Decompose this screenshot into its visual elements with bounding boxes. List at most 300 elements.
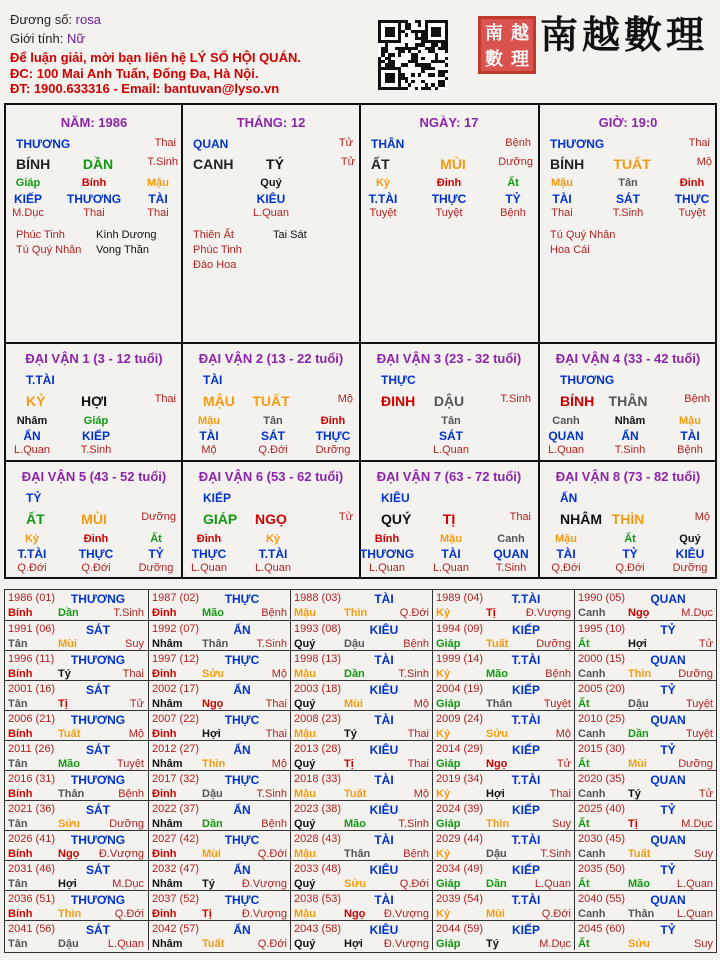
year-phase: Tử bbox=[556, 758, 571, 770]
luck-stem-god: KIÊU bbox=[381, 491, 410, 505]
year-phase: Tuyệt bbox=[685, 698, 713, 710]
luck-branch: THÂN bbox=[608, 393, 648, 409]
year-god: TÀI bbox=[374, 713, 394, 727]
year-stem: Ất bbox=[578, 698, 590, 710]
luck-branch-phase: Thai bbox=[154, 393, 176, 405]
year-branch: Tị bbox=[486, 607, 496, 619]
year-label: 2024 (39) bbox=[436, 803, 484, 815]
year-branch: Ngọ bbox=[486, 758, 508, 770]
year-phase: Thai bbox=[265, 728, 287, 740]
year-god: TỶ bbox=[660, 803, 676, 817]
year-stem: Giáp bbox=[436, 638, 461, 650]
year-phase: Q.Đới bbox=[399, 607, 429, 619]
year-cell bbox=[432, 740, 575, 770]
year-stem: Tân bbox=[8, 938, 28, 950]
year-god: KIÊU bbox=[369, 623, 399, 637]
year-cell bbox=[148, 830, 291, 860]
luck-hidden-god: TỶ bbox=[622, 547, 638, 561]
year-god: T.TÀI bbox=[511, 653, 541, 667]
year-god: TỶ bbox=[660, 683, 676, 697]
year-label: 2037 (52) bbox=[152, 893, 200, 905]
year-cell bbox=[574, 680, 717, 710]
hidden-stem-phase: Thai bbox=[551, 207, 573, 219]
year-cell bbox=[148, 800, 291, 830]
pillar-branch: TUẤT bbox=[613, 156, 651, 172]
year-phase: Mộ bbox=[271, 668, 287, 680]
year-stem: Canh bbox=[578, 607, 606, 619]
year-branch: Mão bbox=[486, 668, 508, 680]
year-label: 2005 (20) bbox=[578, 683, 626, 695]
year-label: 2007 (22) bbox=[152, 713, 200, 725]
pillar-branch-phase: Tử bbox=[340, 156, 355, 168]
luck-hidden-phase: L.Quan bbox=[254, 562, 292, 574]
year-branch: Dậu bbox=[202, 788, 223, 800]
year-stem: Tân bbox=[8, 638, 28, 650]
year-cell bbox=[148, 770, 291, 800]
year-branch: Hợi bbox=[202, 728, 221, 740]
year-god: TÀI bbox=[374, 592, 394, 606]
hidden-stem-phase: Bệnh bbox=[500, 207, 526, 219]
year-branch: Sửu bbox=[628, 938, 651, 950]
year-phase: M.Dục bbox=[112, 878, 144, 890]
year-branch: Mùi bbox=[344, 698, 363, 710]
year-branch: Mão bbox=[628, 878, 650, 890]
year-label: 2003 (18) bbox=[294, 683, 342, 695]
star-name: Thiên Ất bbox=[193, 229, 234, 241]
luck-hidden-phase: T.Sinh bbox=[495, 562, 527, 574]
luck-hidden-god: KIÊU bbox=[675, 547, 705, 561]
luck-hidden-stem: Ất bbox=[624, 533, 636, 545]
year-branch: Tị bbox=[202, 908, 212, 920]
year-phase: Tuyệt bbox=[543, 698, 571, 710]
year-branch: Thìn bbox=[486, 818, 510, 830]
year-branch: Dần bbox=[486, 878, 507, 890]
year-stem: Canh bbox=[578, 908, 606, 920]
year-branch: Dậu bbox=[486, 848, 507, 860]
luck-stem-god: TỶ bbox=[26, 491, 42, 505]
year-phase: Suy bbox=[552, 818, 571, 830]
luck-hidden-stem: Đinh bbox=[196, 533, 222, 545]
name-value: rosa bbox=[75, 12, 101, 27]
pillar-stem-phase: Thai bbox=[154, 137, 176, 149]
year-stem: Canh bbox=[578, 668, 606, 680]
hidden-stem-god: TỶ bbox=[505, 192, 521, 206]
year-god: KIẾP bbox=[511, 863, 540, 877]
year-god: THƯƠNG bbox=[70, 653, 126, 667]
year-phase: Mộ bbox=[413, 698, 429, 710]
luck-hidden-phase: Mộ bbox=[201, 444, 217, 456]
year-stem: Ất bbox=[578, 878, 590, 890]
pillar-title: GIỜ: 19:0 bbox=[598, 115, 658, 130]
year-cell bbox=[5, 770, 148, 800]
year-phase: T.Sinh bbox=[540, 848, 571, 860]
luck-hidden-phase: Q.Đới bbox=[258, 444, 288, 456]
year-branch: Tuất bbox=[344, 788, 367, 800]
year-god: KIÊU bbox=[369, 863, 399, 877]
year-phase: T.Sinh bbox=[398, 668, 429, 680]
year-cell bbox=[432, 830, 575, 860]
year-label: 2023 (38) bbox=[294, 803, 342, 815]
year-stem: Kỷ bbox=[436, 788, 451, 800]
year-stem: Giáp bbox=[436, 698, 461, 710]
year-label: 2013 (28) bbox=[294, 743, 342, 755]
year-cell bbox=[148, 710, 291, 740]
luck-hidden-phase: L.Quan bbox=[432, 444, 470, 456]
year-branch: Thân bbox=[486, 698, 513, 710]
luck-hidden-god: KIẾP bbox=[81, 429, 110, 443]
luck-stem-god: T.TÀI bbox=[26, 373, 55, 387]
year-branch: Thân bbox=[202, 638, 229, 650]
year-cell bbox=[148, 590, 291, 620]
year-label: 2017 (32) bbox=[152, 773, 200, 785]
year-branch: Tý bbox=[202, 878, 215, 890]
year-stem: Đinh bbox=[152, 607, 177, 619]
year-phase: Đ.Vượng bbox=[525, 607, 571, 619]
year-god: THƯƠNG bbox=[70, 893, 126, 907]
year-branch: Thân bbox=[58, 788, 85, 800]
hidden-stem-phase: Thai bbox=[83, 207, 105, 219]
year-branch: Tuất bbox=[202, 938, 225, 950]
luck-hidden-phase: Dưỡng bbox=[138, 562, 174, 574]
year-stem: Đinh bbox=[152, 848, 177, 860]
year-phase: Bệnh bbox=[118, 788, 144, 800]
year-label: 1998 (13) bbox=[294, 653, 342, 665]
luck-hidden-phase: Dưỡng bbox=[672, 562, 708, 574]
year-god: KIẾP bbox=[511, 923, 540, 937]
year-cell bbox=[290, 770, 433, 800]
luck-hidden-god: THƯƠNG bbox=[359, 547, 415, 561]
hidden-stem-god: TÀI bbox=[148, 192, 168, 206]
luck-hidden-god: SÁT bbox=[439, 429, 463, 443]
year-god: KIẾP bbox=[511, 743, 540, 757]
year-branch: Sửu bbox=[58, 818, 81, 830]
luck-stem-god: KIẾP bbox=[203, 491, 232, 505]
hidden-stem-god: SÁT bbox=[616, 192, 640, 206]
year-phase: Tuyệt bbox=[685, 728, 713, 740]
year-phase: L.Quan bbox=[676, 878, 713, 890]
year-phase: Dưỡng bbox=[109, 818, 144, 830]
year-god: KIẾP bbox=[511, 683, 540, 697]
year-cell bbox=[574, 710, 717, 740]
year-stem: Tân bbox=[8, 878, 28, 890]
year-phase: Tuyệt bbox=[116, 758, 144, 770]
luck-title: ĐẠI VẬN 8 (73 - 82 tuổi) bbox=[555, 469, 701, 484]
year-branch: Sửu bbox=[344, 878, 367, 890]
year-stem: Canh bbox=[578, 728, 606, 740]
year-label: 2027 (42) bbox=[152, 833, 200, 845]
year-label: 1993 (08) bbox=[294, 623, 342, 635]
year-cell bbox=[148, 680, 291, 710]
luck-hidden-phase: L.Quan bbox=[368, 562, 406, 574]
year-branch: Ngọ bbox=[628, 607, 650, 619]
pillar-title: NĂM: 1986 bbox=[60, 115, 128, 130]
hidden-stem: Bính bbox=[81, 177, 107, 189]
year-phase: Thai bbox=[407, 728, 429, 740]
year-label: 2025 (40) bbox=[578, 803, 626, 815]
hidden-stem: Mậu bbox=[147, 177, 169, 189]
year-cell bbox=[290, 740, 433, 770]
year-label: 1992 (07) bbox=[152, 623, 200, 635]
year-branch: Thân bbox=[344, 848, 371, 860]
hidden-stem-god: KIÊU bbox=[256, 192, 286, 206]
year-cell bbox=[5, 620, 148, 650]
luck-hidden-phase: L.Quan bbox=[13, 444, 51, 456]
luck-title: ĐẠI VẬN 2 (13 - 22 tuổi) bbox=[198, 351, 344, 366]
year-stem: Ất bbox=[578, 758, 590, 770]
hidden-stem-phase: Tuyệt bbox=[369, 207, 397, 219]
luck-hidden-god: TÀI bbox=[199, 429, 219, 443]
year-label: 2031 (46) bbox=[8, 863, 56, 875]
year-label: 2010 (25) bbox=[578, 713, 626, 725]
hidden-stem-phase: Thai bbox=[147, 207, 169, 219]
luck-title: ĐẠI VẬN 6 (53 - 62 tuổi) bbox=[198, 469, 344, 484]
year-branch: Hợi bbox=[344, 938, 363, 950]
year-label: 2035 (50) bbox=[578, 863, 626, 875]
year-phase: L.Quan bbox=[676, 908, 713, 920]
luck-hidden-phase: Q.Đới bbox=[81, 562, 111, 574]
year-phase: M.Dục bbox=[539, 938, 571, 950]
star-name: Phúc Tinh bbox=[193, 244, 242, 256]
year-cell bbox=[5, 890, 148, 920]
brand-logo-text: 南越數理 bbox=[540, 12, 709, 57]
luck-hidden-stem: Quý bbox=[679, 533, 701, 545]
year-label: 2033 (48) bbox=[294, 863, 342, 875]
year-label: 2036 (51) bbox=[8, 893, 56, 905]
year-branch: Tý bbox=[486, 938, 499, 950]
year-god: KIẾP bbox=[511, 623, 540, 637]
year-label: 2021 (36) bbox=[8, 803, 56, 815]
year-cell bbox=[5, 920, 148, 950]
pillar-stem: CANH bbox=[193, 156, 234, 172]
hidden-stem-phase: Tuyệt bbox=[435, 207, 463, 219]
hidden-stem: Tân bbox=[618, 177, 638, 189]
star-name: Đào Hoa bbox=[193, 259, 237, 271]
year-stem: Quý bbox=[294, 878, 316, 890]
star-name: Hoa Cái bbox=[550, 244, 590, 256]
year-god: SÁT bbox=[86, 623, 110, 637]
year-cell bbox=[290, 710, 433, 740]
luck-hidden-stem: Nhâm bbox=[16, 415, 48, 427]
year-label: 2020 (35) bbox=[578, 773, 626, 785]
year-god: THỰC bbox=[224, 893, 260, 907]
luck-hidden-god: THỰC bbox=[315, 429, 351, 443]
year-cell bbox=[432, 620, 575, 650]
luck-hidden-god: QUAN bbox=[548, 429, 584, 443]
luck-hidden-god: QUAN bbox=[493, 547, 529, 561]
year-phase: Bệnh bbox=[403, 638, 429, 650]
owner-name-row bbox=[10, 13, 101, 26]
year-phase: Mộ bbox=[413, 788, 429, 800]
year-cell bbox=[5, 860, 148, 890]
year-cell bbox=[432, 650, 575, 680]
luck-title: ĐẠI VẬN 3 (23 - 32 tuổi) bbox=[376, 351, 522, 366]
year-label: 2011 (26) bbox=[8, 743, 55, 755]
year-stem: Ất bbox=[578, 938, 590, 950]
year-label: 2009 (24) bbox=[436, 713, 484, 725]
year-label: 2002 (17) bbox=[152, 683, 200, 695]
year-phase: Tử bbox=[698, 788, 713, 800]
luck-branch-phase: Dưỡng bbox=[141, 511, 176, 523]
year-god: TÀI bbox=[374, 653, 394, 667]
year-stem: Nhâm bbox=[152, 758, 183, 770]
year-phase: Bệnh bbox=[261, 818, 287, 830]
year-cell bbox=[574, 620, 717, 650]
year-label: 2022 (37) bbox=[152, 803, 200, 815]
year-phase: Dưỡng bbox=[678, 668, 713, 680]
luck-stem: NHÂM bbox=[560, 511, 602, 527]
year-phase: Mộ bbox=[555, 728, 571, 740]
luck-hidden-phase: L.Quan bbox=[547, 444, 585, 456]
year-branch: Thìn bbox=[344, 607, 368, 619]
year-stem: Kỷ bbox=[436, 728, 451, 740]
luck-hidden-stem: Đinh bbox=[320, 415, 346, 427]
year-cell bbox=[432, 590, 575, 620]
name-label: Đương số: bbox=[10, 12, 73, 27]
year-cell bbox=[432, 890, 575, 920]
year-branch: Dậu bbox=[344, 638, 365, 650]
year-branch: Ngọ bbox=[344, 908, 366, 920]
year-stem: Bính bbox=[8, 908, 33, 920]
year-god: QUAN bbox=[650, 773, 686, 787]
luck-stem-god: THỰC bbox=[381, 373, 416, 387]
luck-hidden-god: TỶ bbox=[148, 547, 164, 561]
year-label: 2015 (30) bbox=[578, 743, 626, 755]
year-label: 2019 (34) bbox=[436, 773, 484, 785]
luck-hidden-god: T.TÀI bbox=[17, 547, 47, 561]
luck-hidden-god: TÀI bbox=[680, 429, 700, 443]
year-cell bbox=[148, 620, 291, 650]
year-cell bbox=[148, 920, 291, 950]
luck-hidden-stem: Canh bbox=[552, 415, 580, 427]
year-cell bbox=[290, 860, 433, 890]
luck-hidden-phase: Dưỡng bbox=[315, 444, 351, 456]
year-cell bbox=[290, 680, 433, 710]
year-stem: Mậu bbox=[294, 607, 316, 619]
hidden-stem: Kỷ bbox=[375, 177, 391, 189]
year-label: 2043 (58) bbox=[294, 923, 342, 935]
year-cell bbox=[574, 920, 717, 950]
year-branch: Dần bbox=[58, 607, 79, 619]
year-god: QUAN bbox=[650, 833, 686, 847]
luck-hidden-stem: Tân bbox=[441, 415, 461, 427]
year-stem: Mậu bbox=[294, 848, 316, 860]
year-cell bbox=[290, 620, 433, 650]
year-label: 2029 (44) bbox=[436, 833, 484, 845]
year-branch: Thìn bbox=[58, 908, 82, 920]
year-god: THƯƠNG bbox=[70, 773, 126, 787]
year-cell bbox=[432, 710, 575, 740]
year-god: THỰC bbox=[224, 773, 260, 787]
year-branch: Tý bbox=[58, 668, 71, 680]
year-branch: Hợi bbox=[58, 878, 77, 890]
hidden-stem: Ất bbox=[507, 177, 519, 189]
luck-stem: ẤT bbox=[26, 511, 45, 527]
luck-stem: BÍNH bbox=[560, 393, 595, 409]
year-god: SÁT bbox=[86, 743, 110, 757]
pillar-stem: BÍNH bbox=[550, 156, 585, 172]
year-stem: Mậu bbox=[294, 668, 316, 680]
year-label: 2044 (59) bbox=[436, 923, 484, 935]
pillar-branch-phase: Dưỡng bbox=[498, 156, 533, 168]
luck-stem-god: ẤN bbox=[560, 491, 578, 505]
contact-line-1: Để luận giải, mời bạn liên hệ LÝ SỐ HỘI QUÁN. bbox=[10, 50, 301, 65]
year-stem: Kỷ bbox=[436, 607, 451, 619]
year-stem: Quý bbox=[294, 938, 316, 950]
year-label: 2028 (43) bbox=[294, 833, 342, 845]
year-cell bbox=[432, 800, 575, 830]
year-stem: Tân bbox=[8, 818, 28, 830]
year-phase: T.Sinh bbox=[113, 607, 144, 619]
luck-hidden-stem: Mậu bbox=[679, 415, 701, 427]
year-cell bbox=[148, 650, 291, 680]
luck-hidden-god: ẤN bbox=[621, 429, 639, 443]
year-phase: T.Sinh bbox=[256, 638, 287, 650]
luck-hidden-stem: Kỷ bbox=[265, 533, 281, 545]
year-god: THỰC bbox=[224, 833, 260, 847]
gender-label: Giới tính: bbox=[10, 31, 64, 46]
year-label: 1987 (02) bbox=[152, 592, 200, 604]
year-branch: Mùi bbox=[628, 758, 647, 770]
pillar-stem-phase: Thai bbox=[688, 137, 710, 149]
luck-hidden-phase: T.Sinh bbox=[80, 444, 112, 456]
year-stem: Bính bbox=[8, 728, 33, 740]
year-stem: Giáp bbox=[436, 938, 461, 950]
pillar-title: NGÀY: 17 bbox=[419, 115, 479, 130]
year-label: 1990 (05) bbox=[578, 592, 626, 604]
luck-branch: THÌN bbox=[611, 511, 645, 527]
year-branch: Dậu bbox=[628, 698, 649, 710]
year-cell bbox=[5, 830, 148, 860]
luck-hidden-phase: Q.Đới bbox=[615, 562, 645, 574]
year-god: QUAN bbox=[650, 653, 686, 667]
year-god: TÀI bbox=[374, 833, 394, 847]
year-phase: T.Sinh bbox=[398, 818, 429, 830]
year-cell bbox=[5, 680, 148, 710]
year-stem: Đinh bbox=[152, 788, 177, 800]
luck-stem-god: TÀI bbox=[203, 373, 223, 387]
year-label: 2040 (55) bbox=[578, 893, 626, 905]
year-phase: Bệnh bbox=[261, 607, 287, 619]
year-god: QUAN bbox=[650, 893, 686, 907]
hidden-stem-god: THỰC bbox=[431, 192, 467, 206]
luck-hidden-phase: Q.Đới bbox=[551, 562, 581, 574]
pillar-stem-phase: Tử bbox=[338, 137, 353, 149]
contact-phone-email[interactable]: ĐT: 1900.633316 - Email: bantuvan@lyso.vn bbox=[10, 81, 280, 96]
year-phase: Đ.Vượng bbox=[241, 878, 287, 890]
luck-hidden-god: SÁT bbox=[261, 429, 285, 443]
year-god: ẤN bbox=[233, 623, 251, 637]
year-branch: Thìn bbox=[202, 758, 226, 770]
year-stem: Canh bbox=[578, 848, 606, 860]
year-phase: Thai bbox=[122, 668, 144, 680]
year-label: 2006 (21) bbox=[8, 713, 56, 725]
year-cell bbox=[432, 680, 575, 710]
year-god: THƯƠNG bbox=[70, 833, 126, 847]
year-label: 2001 (16) bbox=[8, 683, 56, 695]
pillar-stem-god: THƯƠNG bbox=[550, 137, 605, 151]
year-label: 2038 (53) bbox=[294, 893, 342, 905]
qr-code bbox=[378, 20, 448, 90]
year-stem: Quý bbox=[294, 638, 316, 650]
year-god: KIÊU bbox=[369, 803, 399, 817]
year-branch: Thân bbox=[628, 908, 655, 920]
year-cell bbox=[148, 890, 291, 920]
year-cell bbox=[432, 860, 575, 890]
year-cell bbox=[574, 830, 717, 860]
year-branch: Mùi bbox=[486, 908, 505, 920]
luck-branch: TUẤT bbox=[252, 393, 290, 409]
year-god: TỶ bbox=[660, 923, 676, 937]
